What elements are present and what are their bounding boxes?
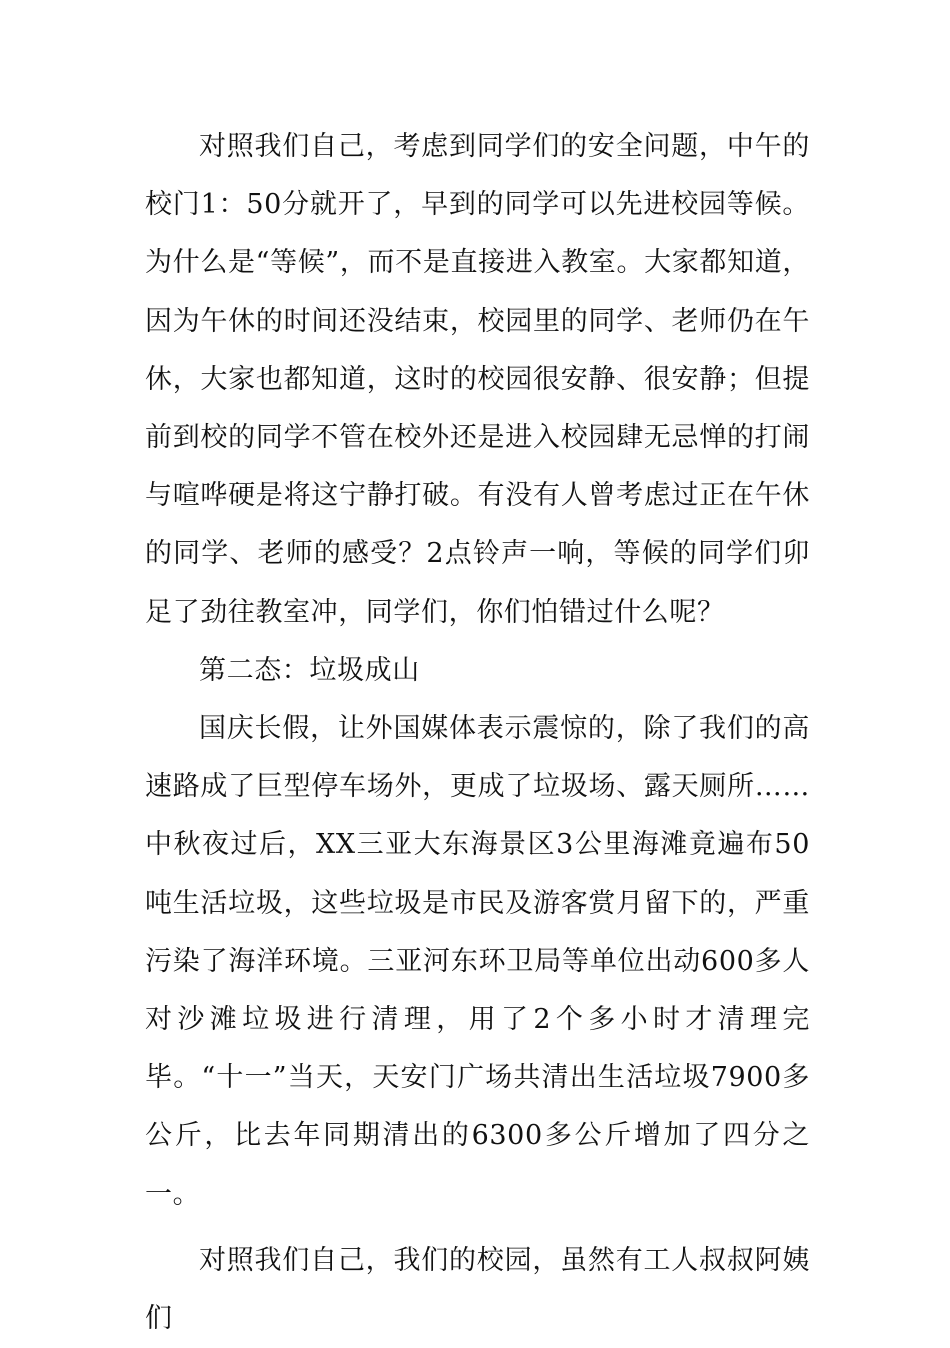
paragraph-campus-gate: 对照我们自己，考虑到同学们的安全问题，中午的校门1：50分就开了，早到的同学可以先进校园等候。为什么是“等候”，而不是直接进入教室。大家都知道，因为午休的时间还没结束，校园里的同学、老师仍在午休，大家也都知道，这时的校园很安静、很安静；但提前到校的同学不管在校外还是进入校园肆无忌惮的打闹与喧哗硬是将这宁静打破。有没有人曾考虑过正在午休的同学、老师的感受？2点铃声一响，等候的同学们卯足了劲往教室冲，同学们，你们怕错过什么呢？ [145, 131, 810, 628]
document-body [145, 118, 810, 1348]
paragraph-our-campus: 对照我们自己，我们的校园，虽然有工人叔叔阿姨们 [145, 1244, 810, 1335]
paragraph-national-day-garbage: 国庆长假，让外国媒体表示震惊的，除了我们的高速路成了巨型停车场外，更成了垃圾场、露天厕所……中秋夜过后，XX三亚大东海景区3公里海滩竟遍布50吨生活垃圾，这些垃圾是市民及游客赏月留下的，严重污染了海洋环境。三亚河东环卫局等单位出动600多人对沙滩垃圾进行清理，用了2个多小时才清理完毕。“十一”当天，天安门广场共清出生活垃圾7900多公斤，比去年同期清出的6300多公斤增加了四分之一。 [145, 713, 810, 1210]
section-heading-garbage: 第二态：垃圾成山 [199, 654, 420, 686]
